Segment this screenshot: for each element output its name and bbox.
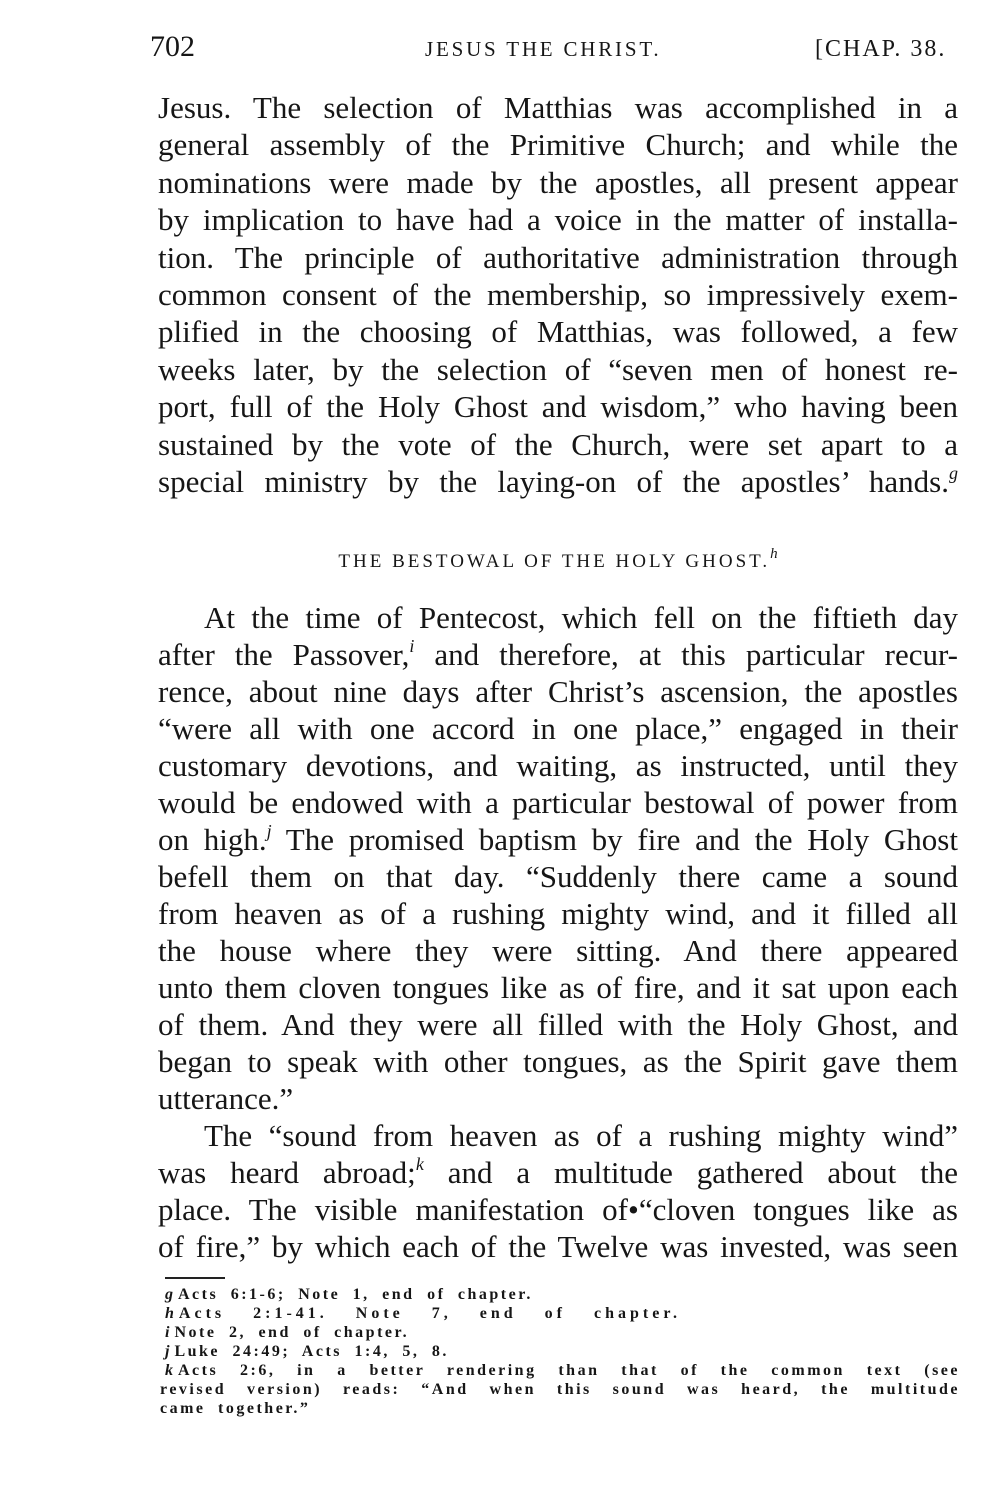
footnote-marker: g — [165, 1286, 173, 1303]
footnote-text: Acts 2:6, in a better rendering than that of the common text (see — [178, 1362, 960, 1379]
text-line: sustained by the vote of the Church, were set apart to a — [158, 426, 958, 462]
footnote-ref-i: i — [409, 636, 415, 656]
text-segment: was heard abroad; — [158, 1155, 416, 1190]
running-header — [150, 29, 960, 69]
footnote — [160, 1323, 960, 1342]
text-line: utterance.” — [158, 1081, 294, 1116]
text-line: rence, about nine days after Christ’s ascension, the apostles — [158, 674, 958, 709]
paragraph — [158, 89, 958, 500]
footnote-marker: k — [165, 1362, 173, 1379]
footnote-text: Acts 6:1-6; Note 1, end of chapter. — [178, 1286, 533, 1303]
text-line — [158, 1154, 958, 1191]
text-line: general assembly of the Primitive Church; and while the — [158, 127, 958, 163]
text-line: The “sound from heaven as of a rushing mighty wind” — [204, 1118, 958, 1153]
text-line — [158, 821, 958, 858]
text-line: plified in the choosing of Matthias, was followed, a few — [158, 314, 958, 350]
paragraph — [158, 599, 958, 1117]
text-line: would be endowed with a particular bestowal of power from — [158, 785, 958, 820]
text-line: “were all with one accord in one place,” engaged in their — [158, 711, 958, 746]
text-line: of them. And they were all filled with the Holy Ghost, and — [158, 1007, 958, 1042]
footnotes — [160, 1285, 960, 1418]
footnote-text: Acts 2:1-41. Note 7, end of chapter. — [178, 1305, 681, 1322]
text-line: weeks later, by the selection of “seven men of honest re- — [158, 351, 958, 387]
footnote — [160, 1342, 960, 1361]
chapter-label: [CHAP. 38. — [815, 36, 947, 62]
footnote — [160, 1304, 960, 1323]
text-line: began to speak with other tongues, as the Spirit gave them — [158, 1044, 958, 1079]
paragraph — [158, 1117, 958, 1265]
footnote-text: Luke 24:49; Acts 1:4, 5, 8. — [174, 1343, 449, 1360]
text-segment: The promised baptism by fire and the Holy Ghost — [271, 822, 958, 857]
footnote-ref-g: g — [949, 462, 958, 483]
section-heading-text: THE BESTOWAL OF THE HOLY GHOST. — [338, 551, 771, 572]
footnote — [160, 1361, 960, 1380]
text-line: common consent of the membership, so impressively exem- — [158, 276, 958, 312]
text-segment: on high. — [158, 822, 267, 857]
footnote-ref-k: k — [415, 1154, 424, 1174]
page-number: 702 — [150, 30, 195, 63]
text-segment: special ministry by the laying-on of the apostles’ hands. — [158, 463, 949, 499]
footnote-marker: i — [165, 1324, 170, 1341]
text-line: customary devotions, and waiting, as instructed, until they — [158, 748, 958, 783]
text-line: unto them cloven tongues like as of fire, and it sat upon each — [158, 970, 958, 1005]
text-line: of fire,” by which each of the Twelve was invested, was seen — [158, 1229, 958, 1264]
text-line: At the time of Pentecost, which fell on the fiftieth day — [204, 600, 958, 635]
text-line: place. The visible manifestation of•“cloven tongues like as — [158, 1192, 958, 1227]
text-line: by implication to have had a voice in the matter of installa- — [158, 202, 958, 238]
text-line — [158, 636, 958, 673]
text-line: Jesus. The selection of Matthias was accomplished in a — [158, 90, 958, 125]
footnote-rule — [165, 1277, 225, 1279]
footnote — [160, 1285, 960, 1304]
section-heading — [158, 548, 958, 576]
text-line: port, full of the Holy Ghost and wisdom,” who having been — [158, 389, 958, 425]
text-line: nominations were made by the apostles, all present appear — [158, 164, 958, 200]
footnote-text: Note 2, end of chapter. — [174, 1324, 410, 1341]
text-line: befell them on that day. “Suddenly there came a sound — [158, 859, 958, 894]
running-title: JESUS THE CHRIST. — [425, 37, 662, 61]
text-segment: after the Passover, — [158, 637, 410, 672]
text-segment: and therefore, at this particular recur- — [414, 637, 958, 672]
footnote-continuation: revised version) reads: “And when this sound was heard, the multitude — [160, 1381, 960, 1398]
footnote-ref-h: h — [770, 546, 778, 562]
text-segment: and a multitude gathered about the — [423, 1155, 958, 1190]
text-line: the house where they were sitting. And there appeared — [158, 933, 958, 968]
text-line: tion. The principle of authoritative administration through — [158, 239, 958, 275]
footnote-ref-j: j — [266, 821, 272, 841]
footnote-marker: j — [165, 1343, 170, 1360]
text-line — [158, 463, 958, 500]
footnote-marker: h — [165, 1305, 174, 1322]
footnote-continuation: came together.” — [160, 1400, 311, 1417]
text-line: from heaven as of a rushing mighty wind, and it filled all — [158, 896, 958, 931]
